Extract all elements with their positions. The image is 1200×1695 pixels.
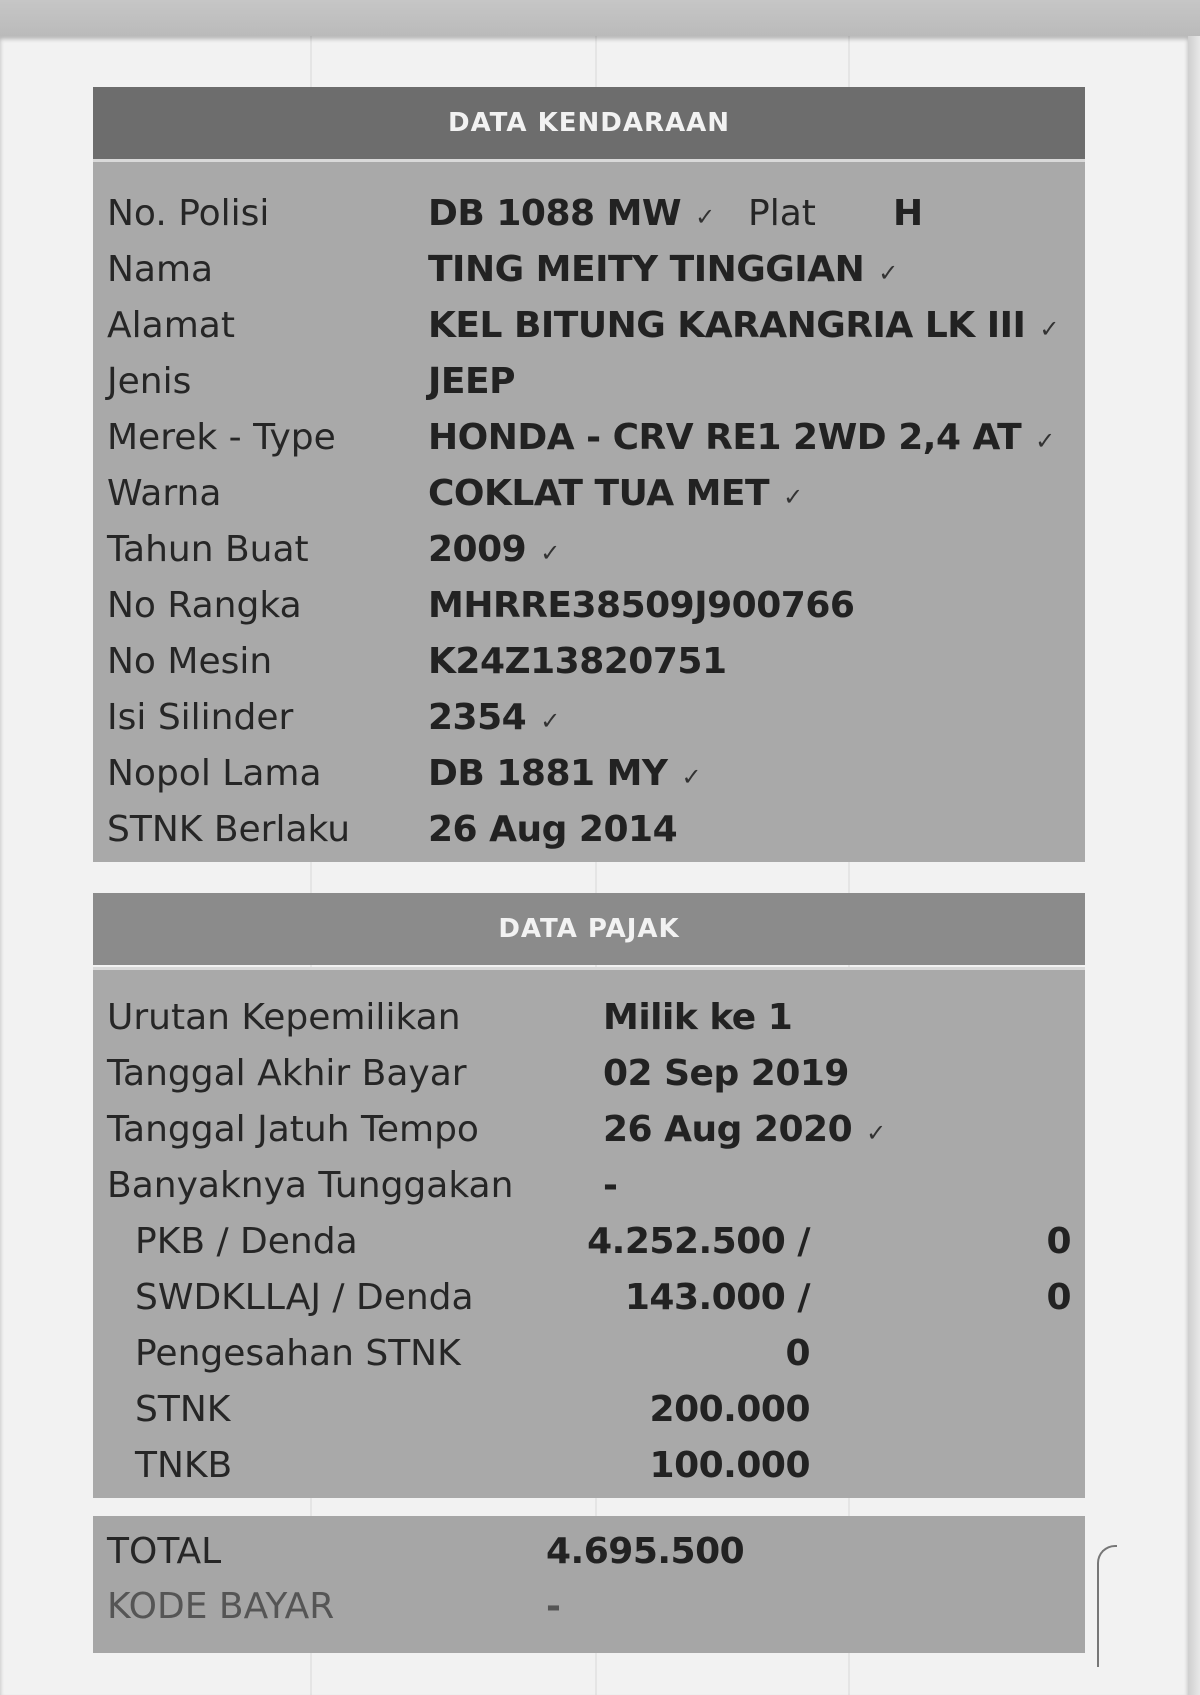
vehicle-field-value: K24Z13820751 [428, 641, 727, 682]
check-mark-icon: ✓ [878, 259, 898, 287]
tax-info-row [93, 993, 1085, 1043]
tax-field-value: Milik ke 1 [603, 997, 793, 1038]
tax-field-label: Tanggal Akhir Bayar [107, 1053, 467, 1094]
tax-amount-row [93, 1217, 1085, 1267]
paper-right-edge [1188, 36, 1200, 1695]
vehicle-data-panel [93, 159, 1085, 862]
check-mark-icon: ✓ [681, 763, 702, 791]
tax-amount-value: 100.000 [649, 1445, 810, 1486]
vehicle-field-value: COKLAT TUA MET ✓ [428, 473, 803, 514]
tax-amount-row [93, 1273, 1085, 1323]
kode-bayar-row [93, 1582, 1085, 1632]
tax-amount-label: TNKB [135, 1445, 233, 1486]
tax-field-label: Tanggal Jatuh Tempo [107, 1109, 479, 1150]
vehicle-field-value: HONDA - CRV RE1 2WD 2,4 AT ✓ [428, 417, 1055, 458]
vehicle-field-label: Nama [107, 249, 214, 290]
vehicle-row [93, 637, 1085, 687]
tax-amount-row [93, 1329, 1085, 1379]
check-mark-icon: ✓ [540, 539, 560, 567]
pen-mark [1097, 1545, 1117, 1667]
vehicle-field-label: Tahun Buat [107, 529, 309, 570]
tax-section-title: DATA PAJAK [498, 914, 680, 944]
vehicle-row [93, 581, 1085, 631]
vehicle-field-label: Jenis [107, 361, 192, 402]
plat-value: H [893, 193, 924, 234]
vehicle-field-label: Warna [107, 473, 222, 514]
no-polisi-label: No. Polisi [107, 193, 270, 234]
vehicle-row [93, 693, 1085, 743]
check-mark-icon: ✓ [540, 707, 560, 735]
check-mark-icon: ✓ [1035, 427, 1055, 455]
tax-amount-value: 0 [785, 1333, 810, 1374]
vehicle-field-label: STNK Berlaku [107, 809, 351, 850]
check-mark-icon: ✓ [866, 1119, 886, 1147]
vehicle-field-label: Isi Silinder [107, 697, 294, 738]
tax-amount-value: 200.000 [649, 1389, 810, 1430]
tax-field-value: 02 Sep 2019 [603, 1053, 849, 1094]
photo-top-strip [0, 0, 1200, 40]
tax-section-header [93, 893, 1085, 965]
vehicle-field-value: DB 1881 MY ✓ [428, 753, 702, 794]
vehicle-field-value: 26 Aug 2014 [428, 809, 678, 850]
vehicle-field-label: Nopol Lama [107, 753, 322, 794]
tax-info-row [93, 1049, 1085, 1099]
tax-info-row [93, 1105, 1085, 1155]
vehicle-row [93, 301, 1085, 351]
check-mark-icon: ✓ [1039, 315, 1059, 343]
vehicle-row [93, 245, 1085, 295]
tax-denda-value: 0 [1046, 1221, 1071, 1262]
tax-amount-label: STNK [135, 1389, 231, 1430]
vehicle-field-value: 2009 ✓ [428, 529, 560, 570]
tax-field-label: Urutan Kepemilikan [107, 997, 461, 1038]
total-panel [93, 1516, 1085, 1653]
tax-amount-row [93, 1441, 1085, 1491]
vehicle-section-title: DATA KENDARAAN [448, 108, 730, 138]
vehicle-field-value: KEL BITUNG KARANGRIA LK III ✓ [428, 305, 1059, 346]
vehicle-field-value: 2354 ✓ [428, 697, 560, 738]
tax-field-value: - [603, 1165, 618, 1206]
tax-amount-value: 143.000 / [624, 1277, 810, 1318]
tax-amount-label: Pengesahan STNK [135, 1333, 461, 1374]
kode-bayar-label: KODE BAYAR [107, 1586, 335, 1627]
kode-bayar-value: - [546, 1586, 561, 1627]
vehicle-row [93, 469, 1085, 519]
tax-amount-row [93, 1385, 1085, 1435]
vehicle-row [93, 749, 1085, 799]
total-label: TOTAL [107, 1531, 222, 1572]
vehicle-row [93, 805, 1085, 855]
plat-label: Plat [748, 193, 816, 234]
tax-denda-value: 0 [1046, 1277, 1071, 1318]
vehicle-row [93, 525, 1085, 575]
vehicle-field-label: No Mesin [107, 641, 273, 682]
vehicle-field-value: TING MEITY TINGGIAN ✓ [428, 249, 898, 290]
total-row [93, 1527, 1085, 1577]
tax-amount-value: 4.252.500 / [587, 1221, 810, 1262]
vehicle-section-header [93, 87, 1085, 159]
vehicle-row-no-polisi [93, 189, 1085, 239]
check-mark-icon: ✓ [695, 203, 715, 231]
vehicle-row [93, 357, 1085, 407]
vehicle-field-label: Merek - Type [107, 417, 336, 458]
vehicle-field-label: No Rangka [107, 585, 302, 626]
no-polisi-value: DB 1088 MW ✓ [428, 193, 715, 234]
vehicle-row [93, 413, 1085, 463]
tax-amount-label: SWDKLLAJ / Denda [135, 1277, 474, 1318]
tax-info-row [93, 1161, 1085, 1211]
total-value: 4.695.500 [546, 1531, 745, 1572]
tax-data-panel [93, 967, 1085, 1498]
vehicle-field-value: MHRRE38509J900766 [428, 585, 855, 626]
vehicle-field-label: Alamat [107, 305, 235, 346]
vehicle-field-value: JEEP [428, 361, 515, 402]
tax-amount-label: PKB / Denda [135, 1221, 358, 1262]
tax-field-value: 26 Aug 2020 ✓ [603, 1109, 886, 1150]
tax-field-label: Banyaknya Tunggakan [107, 1165, 514, 1206]
check-mark-icon: ✓ [783, 483, 803, 511]
